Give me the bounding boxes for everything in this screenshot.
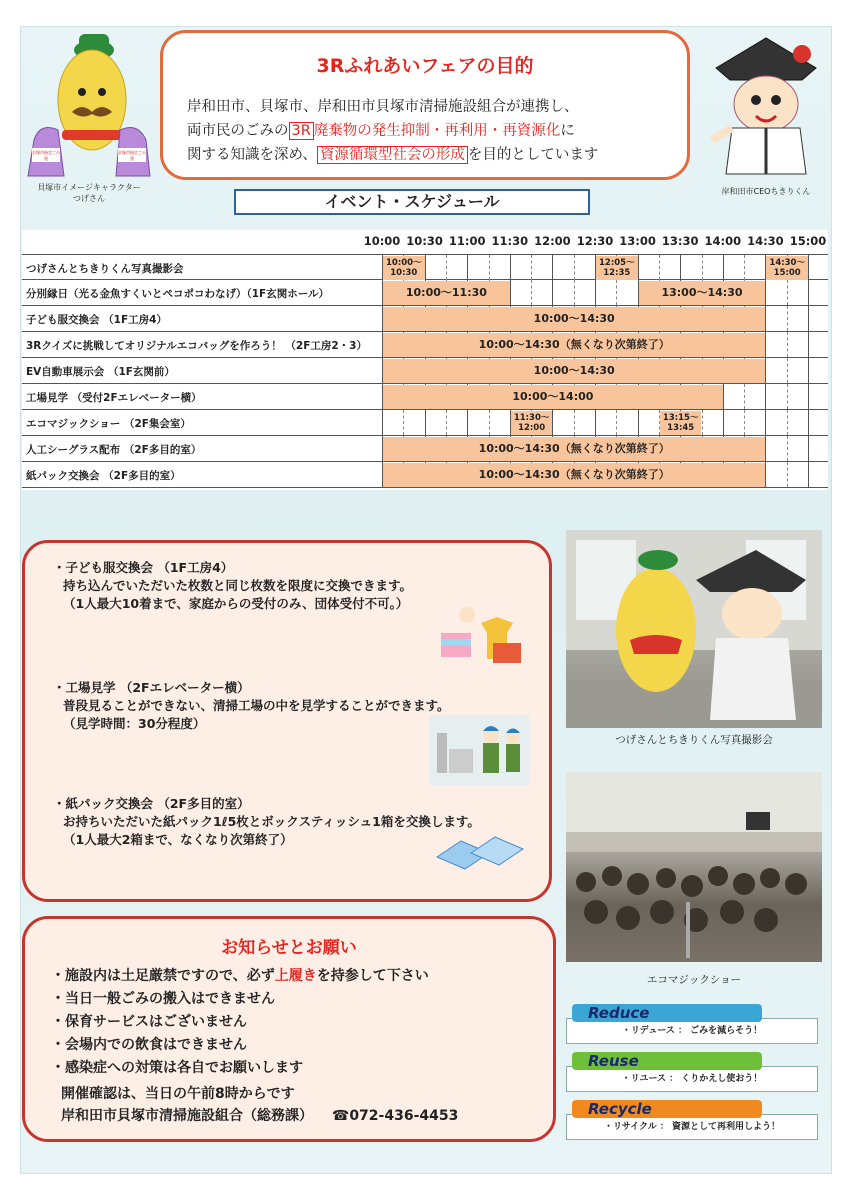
photo-caption-1: つげさんとちきりくん写真撮影会	[615, 734, 773, 746]
grid-line	[446, 255, 447, 280]
three-r-recycle	[566, 1100, 822, 1144]
detail-line: （1人最大10着まで、家庭からの受付のみ、団体受付不可。）	[63, 596, 409, 611]
schedule-time-bar: 10:00〜14:00	[383, 385, 723, 409]
schedule-title: イベント・スケジュール	[234, 189, 590, 215]
chikirikun-character	[702, 28, 830, 203]
schedule-event-name: 3Rクイズに挑戦してオリジナルエコバッグを作ろう！ （2F工房2・3）	[26, 340, 367, 352]
grid-line	[808, 332, 809, 357]
schedule-row	[22, 254, 828, 280]
notice-title: お知らせとお願い	[221, 938, 357, 958]
notice-item: ・施設内は土足厳禁ですので、必ず上履きを持参して下さい	[51, 968, 429, 984]
grid-line	[808, 280, 809, 305]
schedule-event-name: 人工シーグラス配布 （2F多目的室）	[26, 444, 202, 456]
photo-caption-2: エコマジックショー	[646, 974, 742, 986]
grid-line	[552, 255, 553, 280]
three-r-reduce	[566, 1004, 822, 1048]
photo-magic-show-image	[566, 772, 822, 962]
schedule-row	[22, 462, 828, 488]
time-label: 15:00	[789, 234, 827, 248]
grid-line	[808, 462, 809, 487]
schedule-event-name: つげさんとちきりくん写真撮影会	[26, 263, 184, 275]
grid-line	[765, 410, 766, 435]
grid-line	[382, 410, 383, 435]
schedule-time-bar: 13:15〜 13:45	[660, 411, 702, 435]
detail-title: ・子ども服交換会 （1F工房4）	[53, 560, 234, 575]
time-label: 12:30	[576, 234, 614, 248]
three-r-description: ・リユース ： くりかえし使おう！	[566, 1066, 818, 1092]
detail-item	[53, 559, 412, 613]
detail-line: （1人最大2箱まで、なくなり次第終了）	[63, 832, 293, 847]
schedule-time-bar: 10:00〜14:30	[383, 307, 765, 331]
schedule-time-bar: 12:05〜 12:35	[596, 256, 638, 280]
notice-item: ・会場内での飲食はできません	[51, 1037, 247, 1053]
schedule-event-name: 分別縁日（光る金魚すくいとペコポコわなげ）（1F玄関ホール）	[26, 288, 330, 300]
grid-line	[765, 462, 766, 487]
three-r-reuse	[566, 1052, 822, 1096]
detail-title: ・工場見学 （2Fエレベーター横）	[53, 680, 250, 695]
grid-line	[765, 280, 766, 305]
grid-line	[765, 306, 766, 331]
schedule-event-name: EV自動車展示会 （1F玄関前）	[26, 366, 175, 378]
grid-line	[787, 358, 788, 383]
notice-item: ・保育サービスはございません	[51, 1014, 247, 1030]
grid-line	[808, 255, 809, 280]
schedule-row	[22, 332, 828, 358]
grid-line	[574, 410, 575, 435]
notice-item: ・感染症への対策は各自でお願いします	[51, 1060, 303, 1076]
grid-line	[403, 410, 404, 435]
grid-line	[744, 410, 745, 435]
grid-line	[489, 410, 490, 435]
3r-highlight: 3R	[289, 122, 314, 140]
grid-line	[765, 358, 766, 383]
phone-number: ☎072-436-4453	[331, 1108, 459, 1124]
notice-list	[51, 965, 429, 1080]
detail-line: 普段見ることができない、清掃工場の中を見学することができます。	[63, 698, 450, 713]
grid-line	[510, 255, 511, 280]
photo-magic-show	[566, 772, 822, 962]
tsugesan-label: 貝塚市イメージキャラクター つげさん	[37, 183, 141, 203]
notice-item: ・当日一般ごみの搬入はできません	[51, 991, 275, 1007]
tsugesan-character	[24, 30, 154, 205]
grid-line	[787, 306, 788, 331]
detail-line: お持ちいただいた紙パック1ℓ5枚とボックスティッシュ1箱を交換します。	[63, 814, 480, 829]
schedule-row	[22, 280, 828, 306]
grid-line	[616, 410, 617, 435]
grid-line	[808, 384, 809, 409]
grid-line	[446, 410, 447, 435]
time-label: 14:00	[704, 234, 742, 248]
detail-item	[53, 679, 450, 733]
schedule-time-bar: 10:00〜14:30（無くなり次第終了）	[383, 437, 765, 461]
grid-line	[765, 332, 766, 357]
grid-line	[808, 306, 809, 331]
schedule-time-bar: 10:00〜14:30	[383, 359, 765, 383]
grid-line	[723, 255, 724, 280]
grid-line	[787, 384, 788, 409]
chikirikun-label: 岸和田市CEOちきりくん	[721, 187, 811, 196]
schedule-table	[22, 230, 828, 490]
time-header	[22, 230, 828, 252]
detail-title: ・紙パック交換会 （2F多目的室）	[53, 796, 250, 811]
grid-line	[787, 410, 788, 435]
purpose-box	[160, 30, 690, 180]
time-label: 10:00	[363, 234, 401, 248]
time-label: 11:00	[448, 234, 486, 248]
three-r-label: Reuse	[572, 1052, 762, 1070]
bag-label-left: 貝塚市指定ごみ袋	[32, 150, 60, 161]
grid-line	[467, 410, 468, 435]
three-r-description: ・リサイクル ： 資源として再利用しよう！	[566, 1114, 818, 1140]
schedule-row	[22, 410, 828, 436]
grid-line	[531, 280, 532, 305]
circular-society-highlight: 資源循環型社会の形成	[317, 146, 468, 164]
bag-label-right: 貝塚市指定ごみ袋	[118, 150, 146, 161]
notice-footer: 開催確認は、当日の午前8時からです 岸和田市貝塚市清掃施設組合（総務課） ☎072-436-4453	[61, 1086, 459, 1124]
grid-line	[552, 410, 553, 435]
time-label: 11:30	[491, 234, 529, 248]
grid-line	[744, 384, 745, 409]
clothes-icon	[437, 603, 527, 669]
grid-line	[787, 462, 788, 487]
grid-line	[595, 280, 596, 305]
schedule-time-bar: 13:00〜14:30	[639, 281, 766, 305]
grid-line	[702, 255, 703, 280]
purpose-title: 3Rふれあいフェアの目的	[316, 55, 534, 77]
photo-characters-image	[566, 530, 822, 728]
schedule-time-bar: 10:00〜14:30（無くなり次第終了）	[383, 463, 765, 487]
grid-line	[510, 280, 511, 305]
three-r-label: Reduce	[572, 1004, 762, 1022]
grid-line	[574, 255, 575, 280]
schedule-event-name: エコマジックショー （2F集会室）	[26, 418, 191, 430]
grid-line	[808, 436, 809, 461]
time-label: 13:30	[661, 234, 699, 248]
three-r-description: ・リデュース ： ごみを減らそう！	[566, 1018, 818, 1044]
schedule-event-name: 紙パック交換会 （2F多目的室）	[26, 470, 181, 482]
schedule-time-bar: 10:00〜 10:30	[383, 256, 425, 280]
grid-line	[723, 410, 724, 435]
schedule-row	[22, 436, 828, 462]
grid-line	[680, 255, 681, 280]
grid-line	[787, 280, 788, 305]
grid-line	[808, 358, 809, 383]
grid-line	[425, 255, 426, 280]
grid-line	[638, 255, 639, 280]
three-r-label: Recycle	[572, 1100, 762, 1118]
schedule-event-name: 工場見学 （受付2Fエレベーター横）	[26, 392, 202, 404]
grid-line	[531, 255, 532, 280]
time-label: 14:30	[747, 234, 784, 248]
grid-line	[425, 410, 426, 435]
grid-line	[574, 280, 575, 305]
grid-line	[467, 255, 468, 280]
grid-line	[808, 410, 809, 435]
grid-line	[787, 436, 788, 461]
time-label: 12:00	[534, 234, 571, 248]
grid-line	[659, 255, 660, 280]
grid-line	[616, 280, 617, 305]
grid-line	[787, 332, 788, 357]
schedule-time-bar: 11:30〜 12:00	[511, 411, 553, 435]
grid-line	[552, 280, 553, 305]
schedule-row	[22, 358, 828, 384]
schedule-event-name: 子ども服交換会 （1F工房4）	[26, 314, 167, 326]
grid-line	[702, 410, 703, 435]
detail-line: 持ち込んでいただいた枚数と同じ枚数を限度に交換できます。	[63, 578, 413, 593]
photo-characters	[566, 530, 822, 728]
time-label: 10:30	[406, 234, 443, 248]
grid-line	[489, 255, 490, 280]
time-label: 13:00	[619, 234, 656, 248]
event-details-box	[22, 540, 552, 902]
grid-line	[765, 384, 766, 409]
notice-box	[22, 916, 556, 1142]
detail-item	[53, 795, 480, 849]
detail-line: （見学時間：30分程度）	[63, 716, 206, 731]
schedule-time-bar: 10:00〜11:30	[383, 281, 510, 305]
schedule-time-bar: 10:00〜14:30（無くなり次第終了）	[383, 333, 765, 357]
schedule-row	[22, 384, 828, 410]
grid-line	[765, 436, 766, 461]
chikirikun-illustration	[702, 28, 830, 178]
indoor-shoes-highlight: 上履き	[274, 968, 317, 984]
grid-line	[638, 410, 639, 435]
grid-line	[595, 410, 596, 435]
grid-line	[723, 384, 724, 409]
schedule-time-bar: 14:30〜 15:00	[766, 256, 808, 280]
purpose-body: 岸和田市、貝塚市、岸和田市貝塚市清掃施設組合が連携し、 両市民のごみの 3R 廃棄物の発生抑制・再利用・再資源化に 関する知識を深め、 資源循環型社会の形成 を目的としています	[187, 99, 599, 163]
schedule-row	[22, 306, 828, 332]
grid-line	[744, 255, 745, 280]
